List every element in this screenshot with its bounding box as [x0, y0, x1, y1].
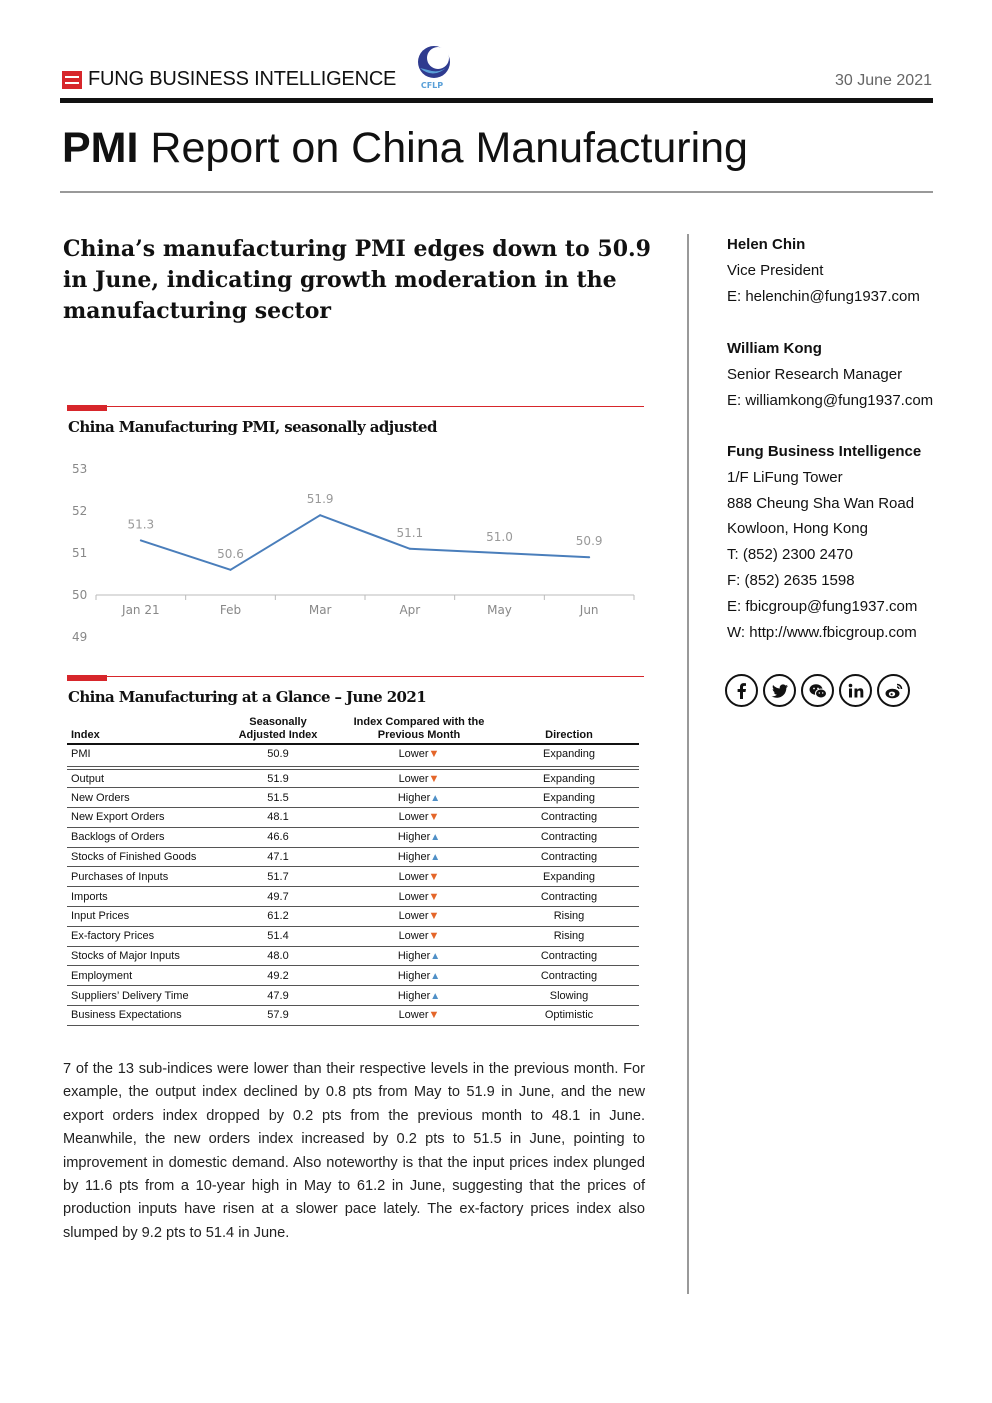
- index-cell: Business Expectations: [67, 1006, 217, 1026]
- value-cell: 49.7: [217, 887, 339, 907]
- index-cell: New Export Orders: [67, 808, 217, 828]
- value-cell: 51.7: [217, 867, 339, 887]
- direction-cell: Contracting: [499, 946, 639, 966]
- index-cell: PMI: [67, 744, 217, 768]
- arrow-down-icon: ▼: [428, 870, 440, 883]
- company-address-1: 1/F LiFung Tower: [727, 468, 843, 486]
- compare-label: Lower: [398, 1009, 429, 1022]
- direction-cell: Expanding: [499, 867, 639, 887]
- pmi-series-line: [141, 515, 589, 570]
- index-cell: Stocks of Major Inputs: [67, 946, 217, 966]
- x-tick-label: Mar: [308, 603, 332, 617]
- table-row: [67, 946, 639, 966]
- value-cell: 49.2: [217, 966, 339, 986]
- value-cell: 48.1: [217, 808, 339, 828]
- company-website[interactable]: W: http://www.fbicgroup.com: [727, 623, 917, 641]
- company-email[interactable]: E: fbicgroup@fung1937.com: [727, 597, 918, 615]
- contact-name: Helen Chin: [727, 236, 806, 253]
- compare-label: Lower: [398, 930, 429, 943]
- direction-cell: Expanding: [499, 744, 639, 768]
- direction-cell: Contracting: [499, 966, 639, 986]
- direction-cell: Contracting: [499, 847, 639, 867]
- table-section-line: [67, 676, 644, 677]
- value-cell: 47.9: [217, 986, 339, 1006]
- report-title-rest: Report on China Manufacturing: [138, 124, 748, 172]
- twitter-icon[interactable]: [763, 674, 796, 707]
- value-cell: 46.6: [217, 827, 339, 847]
- compare-cell: [339, 744, 499, 768]
- direction-cell: Rising: [499, 926, 639, 946]
- weibo-icon[interactable]: [877, 674, 910, 707]
- value-cell: 47.1: [217, 847, 339, 867]
- glance-header-row: [67, 716, 639, 744]
- direction-cell: Contracting: [499, 808, 639, 828]
- report-date: 30 June 2021: [835, 72, 932, 89]
- compare-cell: [339, 1006, 499, 1026]
- fung-logo-icon: [62, 71, 82, 89]
- title-rule: [60, 191, 933, 193]
- table-row: [67, 744, 639, 768]
- arrow-down-icon: ▼: [428, 1009, 440, 1022]
- wechat-icon[interactable]: [801, 674, 834, 707]
- table-row: [67, 926, 639, 946]
- header-rule: [60, 98, 933, 103]
- index-cell: Imports: [67, 887, 217, 907]
- glance-table: [67, 716, 639, 1026]
- compare-label: Lower: [398, 870, 429, 883]
- compare-label: Higher: [397, 989, 431, 1002]
- compare-cell: [339, 847, 499, 867]
- compare-label: Lower: [398, 811, 429, 824]
- arrow-down-icon: ▼: [428, 930, 440, 943]
- data-label: 51.3: [127, 517, 155, 532]
- table-row: [67, 808, 639, 828]
- table-row: [67, 966, 639, 986]
- compare-label: Higher: [397, 969, 431, 982]
- arrow-up-icon: ▲: [430, 852, 441, 864]
- company-fax: F: (852) 2635 1598: [727, 571, 855, 589]
- arrow-up-icon: ▲: [430, 792, 441, 804]
- index-cell: Ex-factory Prices: [67, 926, 217, 946]
- header-direction: Direction: [499, 716, 639, 744]
- arrow-up-icon: ▲: [430, 951, 441, 963]
- index-cell: Employment: [67, 966, 217, 986]
- compare-cell: [339, 867, 499, 887]
- data-label: 50.6: [217, 546, 244, 561]
- arrow-up-icon: ▲: [430, 832, 441, 844]
- linkedin-icon[interactable]: [839, 674, 872, 707]
- table-row: [67, 788, 639, 808]
- body-paragraph: 7 of the 13 sub-indices were lower than their respective levels in the previous month. For example, the output index declined by 0.8 pts from May to 51.9 in June, and the new export orders index dropped by 0.2 pts from the previous month to 48.1 in June. Meanwhile, the new orders index increased by 0.2 pts to 51.5 in June, pointing to improvement in domestic demand. Also noteworthy is that the input prices index plunged by 11.6 pts from a 10-year high in May to 61.2 in June, suggesting that the prices of production inputs have risen at a slower pace lately. The ex-factory prices index also slumped by 9.2 pts to 51.4 in June.: [63, 1061, 645, 1241]
- contact-helen: [727, 232, 957, 309]
- value-cell: 61.2: [217, 907, 339, 927]
- table-row: [67, 887, 639, 907]
- contact-name: William Kong: [727, 340, 822, 357]
- compare-cell: [339, 966, 499, 986]
- direction-cell: Slowing: [499, 986, 639, 1006]
- index-cell: New Orders: [67, 788, 217, 808]
- index-cell: Backlogs of Orders: [67, 827, 217, 847]
- company-info: [727, 439, 957, 645]
- arrow-up-icon: ▲: [430, 970, 441, 982]
- direction-cell: Expanding: [499, 788, 639, 808]
- compare-cell: [339, 827, 499, 847]
- table-title: China Manufacturing at a Glance – June 2021: [68, 688, 427, 706]
- x-tick-label: May: [487, 603, 512, 617]
- contact-email[interactable]: E: helenchin@fung1937.com: [727, 287, 920, 305]
- cflp-logo-text: CFLP: [420, 81, 444, 90]
- data-point: [230, 569, 232, 571]
- arrow-down-icon: ▼: [428, 748, 440, 760]
- report-title-bold: PMI: [62, 124, 139, 172]
- chart-title: China Manufacturing PMI, seasonally adjusted: [68, 418, 437, 436]
- table-row: [67, 768, 639, 788]
- value-cell: 51.9: [217, 768, 339, 788]
- index-cell: Stocks of Finished Goods: [67, 847, 217, 867]
- data-point: [319, 514, 321, 516]
- compare-label: Higher: [397, 791, 431, 804]
- arrow-down-icon: ▼: [428, 890, 440, 903]
- header-index: Index: [67, 716, 217, 744]
- contact-william: [727, 336, 957, 413]
- data-point: [499, 552, 501, 554]
- value-cell: 50.9: [217, 744, 339, 768]
- index-cell: Purchases of Inputs: [67, 867, 217, 887]
- facebook-icon[interactable]: [725, 674, 758, 707]
- y-tick-label: 49: [72, 630, 88, 644]
- contact-role: Vice President: [727, 261, 824, 279]
- value-cell: 51.5: [217, 788, 339, 808]
- x-tick-label: Apr: [399, 603, 421, 617]
- data-label: 51.1: [396, 525, 424, 540]
- headline: China’s manufacturing PMI edges down to 50.9 in June, indicating growth moderation in the manufacturing sector: [63, 236, 651, 324]
- column-divider: [687, 234, 689, 1294]
- y-tick-label: 52: [72, 504, 88, 518]
- table-row: [67, 827, 639, 847]
- index-cell: Output: [67, 768, 217, 788]
- company-phone: T: (852) 2300 2470: [727, 546, 853, 564]
- data-point: [409, 548, 411, 550]
- header-seasonal: Seasonally Adjusted Index: [217, 716, 339, 744]
- pmi-line-chart: [62, 455, 642, 650]
- compare-cell: [339, 788, 499, 808]
- brand: [62, 68, 396, 91]
- direction-cell: Contracting: [499, 827, 639, 847]
- compare-cell: [339, 907, 499, 927]
- data-label: 50.9: [575, 534, 603, 549]
- y-tick-label: 51: [72, 546, 88, 560]
- arrow-down-icon: ▼: [428, 910, 440, 923]
- y-tick-label: 53: [72, 462, 88, 476]
- data-label: 51.0: [486, 530, 513, 544]
- contact-role: Senior Research Manager: [727, 365, 903, 383]
- data-point: [588, 556, 590, 558]
- compare-label: Higher: [397, 851, 431, 864]
- table-row: [67, 986, 639, 1006]
- direction-cell: Rising: [499, 907, 639, 927]
- compare-label: Lower: [398, 910, 429, 923]
- table-row: [67, 907, 639, 927]
- compare-label: Lower: [398, 772, 429, 785]
- compare-cell: [339, 808, 499, 828]
- social-links: [725, 674, 910, 707]
- compare-label: Lower: [398, 890, 429, 903]
- x-tick-label: Jun: [579, 603, 599, 617]
- table-row: [67, 867, 639, 887]
- direction-cell: Contracting: [499, 887, 639, 907]
- company-name: Fung Business Intelligence: [727, 443, 922, 460]
- compare-cell: [339, 946, 499, 966]
- index-cell: Input Prices: [67, 907, 217, 927]
- compare-cell: [339, 887, 499, 907]
- brand-name: FUNG BUSINESS INTELLIGENCE: [88, 68, 397, 90]
- company-address-3: Kowloon, Hong Kong: [727, 520, 868, 538]
- arrow-down-icon: ▼: [428, 772, 440, 785]
- direction-cell: Optimistic: [499, 1006, 639, 1026]
- compare-label: Lower: [398, 748, 429, 760]
- x-tick-label: Feb: [219, 603, 242, 617]
- report-title: [62, 124, 748, 173]
- arrow-up-icon: ▲: [430, 990, 441, 1002]
- data-label: 51.9: [306, 492, 334, 507]
- compare-cell: [339, 986, 499, 1006]
- value-cell: 48.0: [217, 946, 339, 966]
- company-address-2: 888 Cheung Sha Wan Road: [727, 494, 915, 512]
- compare-label: Higher: [397, 950, 431, 963]
- chart-section-line: [67, 406, 644, 407]
- compare-label: Higher: [397, 831, 431, 844]
- arrow-down-icon: ▼: [428, 811, 440, 824]
- value-cell: 57.9: [217, 1006, 339, 1026]
- x-tick-label: Jan 21: [122, 603, 160, 617]
- y-tick-label: 50: [72, 588, 88, 602]
- compare-cell: [339, 768, 499, 788]
- contact-email[interactable]: E: williamkong@fung1937.com: [727, 391, 934, 409]
- data-point: [140, 539, 142, 541]
- table-row: [67, 1006, 639, 1026]
- compare-cell: [339, 926, 499, 946]
- value-cell: 51.4: [217, 926, 339, 946]
- cflp-logo-icon: [410, 44, 454, 90]
- table-row: [67, 847, 639, 867]
- header-compare: Index Compared with the Previous Month: [339, 716, 499, 744]
- direction-cell: Expanding: [499, 768, 639, 788]
- index-cell: Suppliers’ Delivery Time: [67, 986, 217, 1006]
